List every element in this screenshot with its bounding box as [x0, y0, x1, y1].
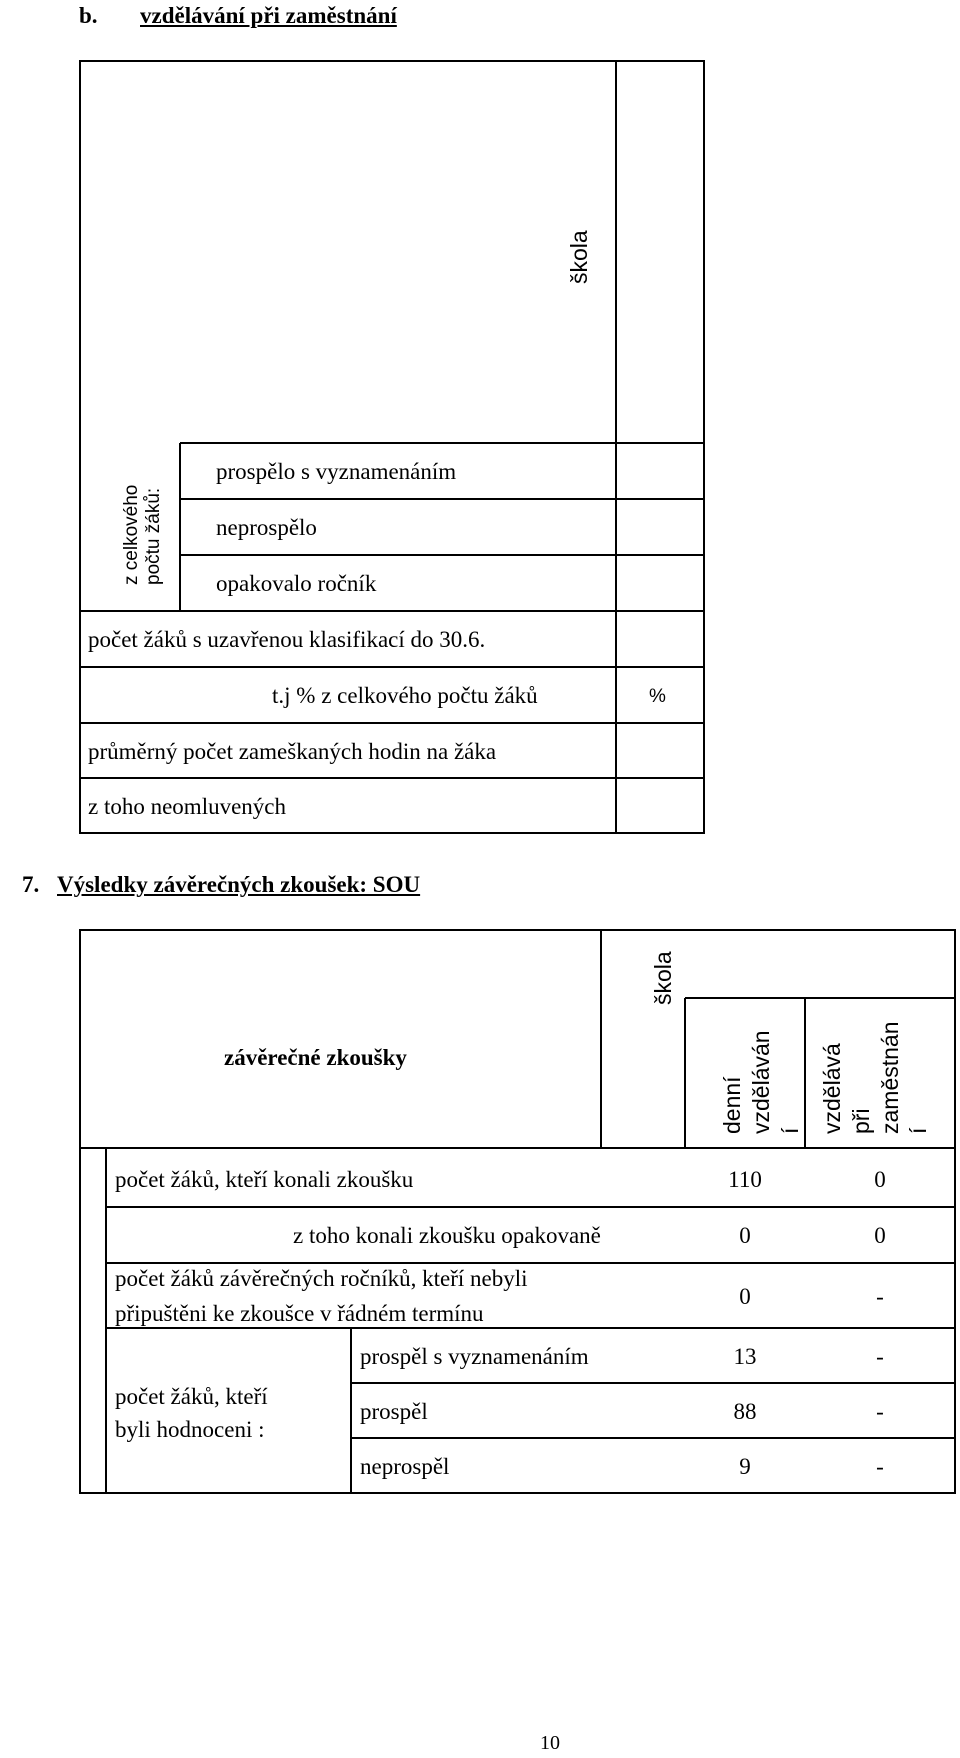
row-opakovalo-rocnik: opakovalo ročník: [216, 571, 377, 596]
row-nepripusteni-label-line2: připuštěni ke zkoušce v řádném termínu: [115, 1301, 484, 1326]
row-neprospelo: neprospělo: [216, 515, 317, 540]
table2-col-zam-header: [818, 1021, 933, 1134]
row-prumerny-pocet-hodin: průměrný počet zameškaných hodin na žáka: [88, 739, 497, 764]
row-nepripusteni-denni: 0: [739, 1284, 751, 1309]
row-konali-zam: 0: [874, 1167, 886, 1192]
col-denni-line2: vzděláván: [747, 1030, 774, 1134]
hodnoceni-group-line2: byli hodnoceni :: [115, 1417, 265, 1442]
col-zam-line1: vzdělává: [819, 1043, 845, 1134]
section7-title: Výsledky závěrečných zkoušek: SOU: [57, 872, 421, 897]
row-prospel-vyznamenanim-zam: -: [876, 1344, 884, 1369]
table1-group-label-line2: počtu žáků:: [142, 487, 164, 585]
row-opakovane-denni: 0: [739, 1223, 751, 1248]
col-zam-line3: zaměstnán: [876, 1021, 903, 1134]
table1-school-header: škola: [566, 230, 592, 284]
row-opakovane-zam: 0: [874, 1223, 886, 1248]
col-zam-line4: í: [905, 1127, 932, 1134]
row-prospelo-vyznamenanim: prospělo s vyznamenáním: [216, 459, 457, 484]
row-neprospel-label: neprospěl: [360, 1454, 450, 1479]
row-prospel-zam: -: [876, 1399, 884, 1424]
table2-main-header: závěrečné zkoušky: [224, 1045, 407, 1070]
page-number: 10: [540, 1732, 560, 1754]
row-prospel-label: prospěl: [360, 1399, 428, 1424]
row-prospel-denni: 88: [733, 1399, 757, 1424]
row-opakovane-label: z toho konali zkoušku opakovaně: [293, 1223, 601, 1248]
table2-col-denni-header: [718, 1030, 804, 1134]
row-konali-label: počet žáků, kteří konali zkoušku: [115, 1167, 414, 1192]
row-neprospel-zam: -: [876, 1454, 884, 1479]
row-uzavrena-klasifikace: počet žáků s uzavřenou klasifikací do 30.6.: [88, 627, 486, 652]
col-denni-line3: í: [776, 1127, 803, 1134]
table1-group-label-line1: z celkového: [121, 484, 142, 585]
col-denni-line1: denní: [719, 1076, 745, 1134]
row-prospel-vyznamenanim-denni: 13: [733, 1344, 757, 1369]
row-tj-procent: t.j % z celkového počtu žáků: [272, 683, 538, 708]
row-tj-procent-unit: %: [649, 686, 666, 707]
section-b-letter: b.: [79, 3, 98, 28]
row-nepripusteni-label-line1: počet žáků závěrečných ročníků, kteří nebyli: [115, 1266, 528, 1291]
row-nepripusteni-zam: -: [876, 1284, 884, 1309]
table1-group-label: [121, 485, 165, 585]
row-neprospel-denni: 9: [739, 1454, 751, 1479]
col-zam-line2: při: [847, 1108, 874, 1134]
hodnoceni-group-line1: počet žáků, kteří: [115, 1384, 268, 1409]
row-prospel-vyznamenanim-label: prospěl s vyznamenáním: [360, 1344, 589, 1369]
section-b-title: vzdělávání při zaměstnání: [140, 3, 397, 28]
table2-school-header: škola: [650, 951, 676, 1005]
section7-number: 7.: [22, 872, 40, 897]
row-konali-denni: 110: [728, 1167, 762, 1192]
row-neomluvenych: z toho neomluvených: [88, 794, 287, 819]
